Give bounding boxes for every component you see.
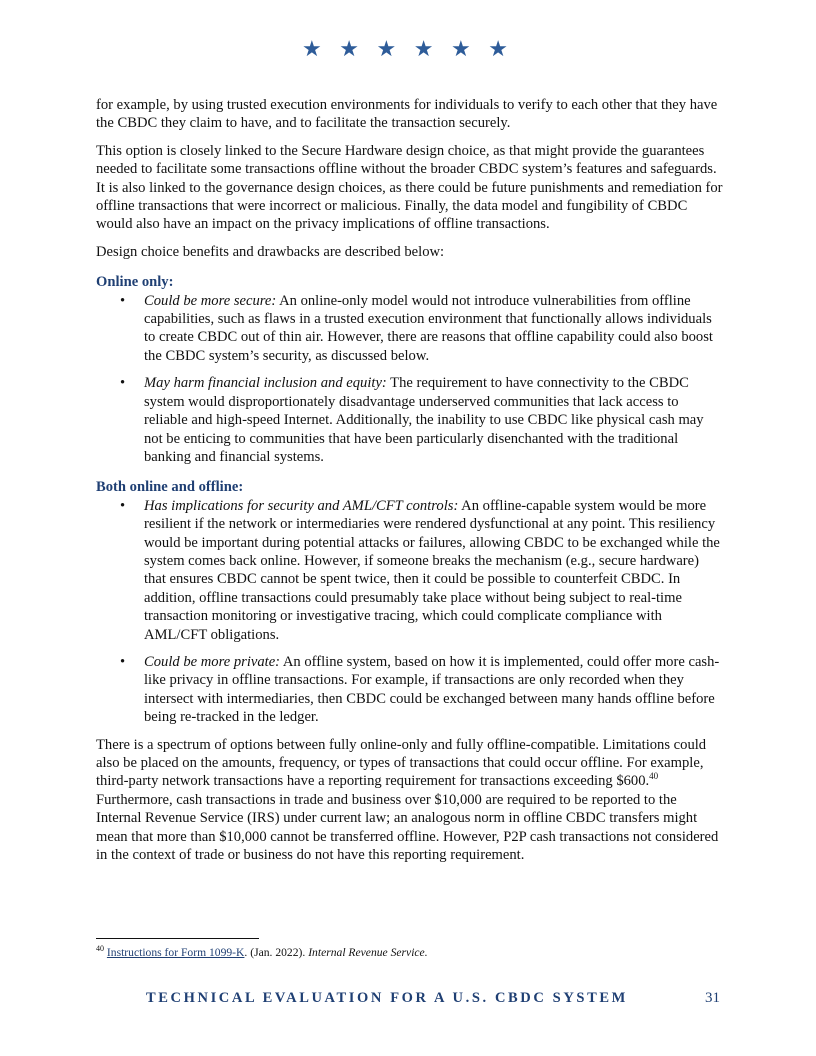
both-list bbox=[96, 497, 724, 727]
online-only-list bbox=[96, 292, 724, 467]
bullet-text: The requirement to have connectivity to the CBDC system would disproportionately disadvantage underserved communities that lack access to reliable and high-speed Internet. Additionally, the inability to use CBDC like physical cash may not be enticing to communities that have been particularly disenchanted with the traditional banking and financial systems. bbox=[144, 375, 704, 465]
bullet-term: Has implications for security and AML/CFT controls: bbox=[144, 497, 459, 514]
bullet-text: An offline system, based on how it is implemented, could offer more cash-like privacy in offline transactions. For example, if transactions are only recorded when they intersect with intermediaries, then CBDC could be exchanged between many hands offline before being re-tracked in the ledger. bbox=[144, 653, 720, 726]
spectrum-text-after: Furthermore, cash transactions in trade and business over $10,000 are required to be reported to the Internal Revenue Service (IRS) under current law; an analogous norm in offline CBDC transfers might mean that more than $10,000 cannot be transferred offline. However, P2P cash transactions not considered in the context of trade or business do not have this reporting requirement. bbox=[96, 791, 719, 864]
star-icon: ★ bbox=[413, 36, 440, 61]
section-heading-online-only: Online only: bbox=[96, 274, 174, 291]
list-item bbox=[120, 497, 724, 644]
bullet-term: Could be more secure: bbox=[144, 292, 277, 309]
paragraph-spectrum bbox=[96, 736, 724, 865]
bullet-icon: • bbox=[120, 292, 126, 309]
bullet-term: May harm financial inclusion and equity: bbox=[144, 375, 387, 392]
bullet-icon: • bbox=[120, 653, 126, 670]
footnote-divider bbox=[96, 938, 259, 939]
star-icon: ★ bbox=[339, 36, 366, 61]
paragraph-linkage: This option is closely linked to the Secure Hardware design choice, as that might provide the guarantees needed to facilitate some transactions offline without the broader CBDC system’s features and safeguards. It is also linked to the governance design choices, as there could be future punishments and remediation for offline transactions that were incorrect or malicious. Finally, the data model and fungibility of CBDC would also have an impact on the privacy implications of offline transactions. bbox=[96, 142, 723, 233]
spectrum-text-before: There is a spectrum of options between fully online-only and fully offline-compatible. Limitations could also be placed on the amounts, frequency, or types of transactions that could occur offline. For example, third-party network transactions have a reporting requirement for transactions exceeding $600. bbox=[96, 736, 707, 790]
star-icon: ★ bbox=[450, 36, 477, 61]
paragraph-intro: Design choice benefits and drawbacks are described below: bbox=[96, 243, 445, 260]
paragraph-continuation: for example, by using trusted execution environments for individuals to verify to each other that they have the CBDC they claim to have, and to facilitate the transaction securely. bbox=[96, 97, 718, 132]
page-body bbox=[96, 96, 724, 873]
list-item bbox=[120, 292, 724, 366]
footnote-date: . (Jan. 2022). bbox=[244, 946, 309, 959]
footnote bbox=[96, 946, 724, 960]
footnote-reference[interactable]: 40 bbox=[649, 771, 659, 782]
footnote-number: 40 bbox=[96, 944, 104, 954]
star-icon: ★ bbox=[302, 36, 328, 61]
list-item bbox=[120, 653, 724, 727]
bullet-text: An online-only model would not introduce vulnerabilities from offline capabilities, such as flaws in a trusted execution environment that functionally allows individuals to create CBDC out of thin air. However, there are reasons that offline capability could also boost the CBDC system’s security, as discussed below. bbox=[144, 292, 713, 364]
footnote-link[interactable]: Instructions for Form 1099-K bbox=[106, 946, 245, 959]
footnote-source: Internal Revenue Service. bbox=[308, 946, 428, 959]
star-icon: ★ bbox=[488, 36, 514, 61]
page-number: 31 bbox=[705, 990, 720, 1006]
footer-title: TECHNICAL EVALUATION FOR A U.S. CBDC SYSTEM bbox=[146, 990, 628, 1006]
bullet-term: Could be more private: bbox=[144, 653, 281, 670]
bullet-icon: • bbox=[120, 375, 126, 392]
list-item bbox=[120, 374, 724, 466]
page-footer bbox=[96, 990, 724, 1010]
bullet-icon: • bbox=[120, 497, 126, 514]
header-stars bbox=[0, 36, 816, 62]
bullet-text: An offline-capable system would be more resilient if the network or intermediaries were rendered dysfunctional at any point. This resiliency would be important during potential attacks or failures, allowing CBDC to be exchanged while the system comes back online. However, if someone breaks the mechanism (e.g., secure hardware) that ensures CBDC cannot be spent twice, then it could be possible to counterfeit CBDC. In addition, offline transactions could presumably take place without being subject to real-time transaction monitoring or investigative tracing, which could complicate compliance with AML/CFT obligations. bbox=[144, 497, 720, 643]
section-heading-both: Both online and offline: bbox=[96, 479, 244, 496]
star-icon: ★ bbox=[376, 36, 403, 61]
